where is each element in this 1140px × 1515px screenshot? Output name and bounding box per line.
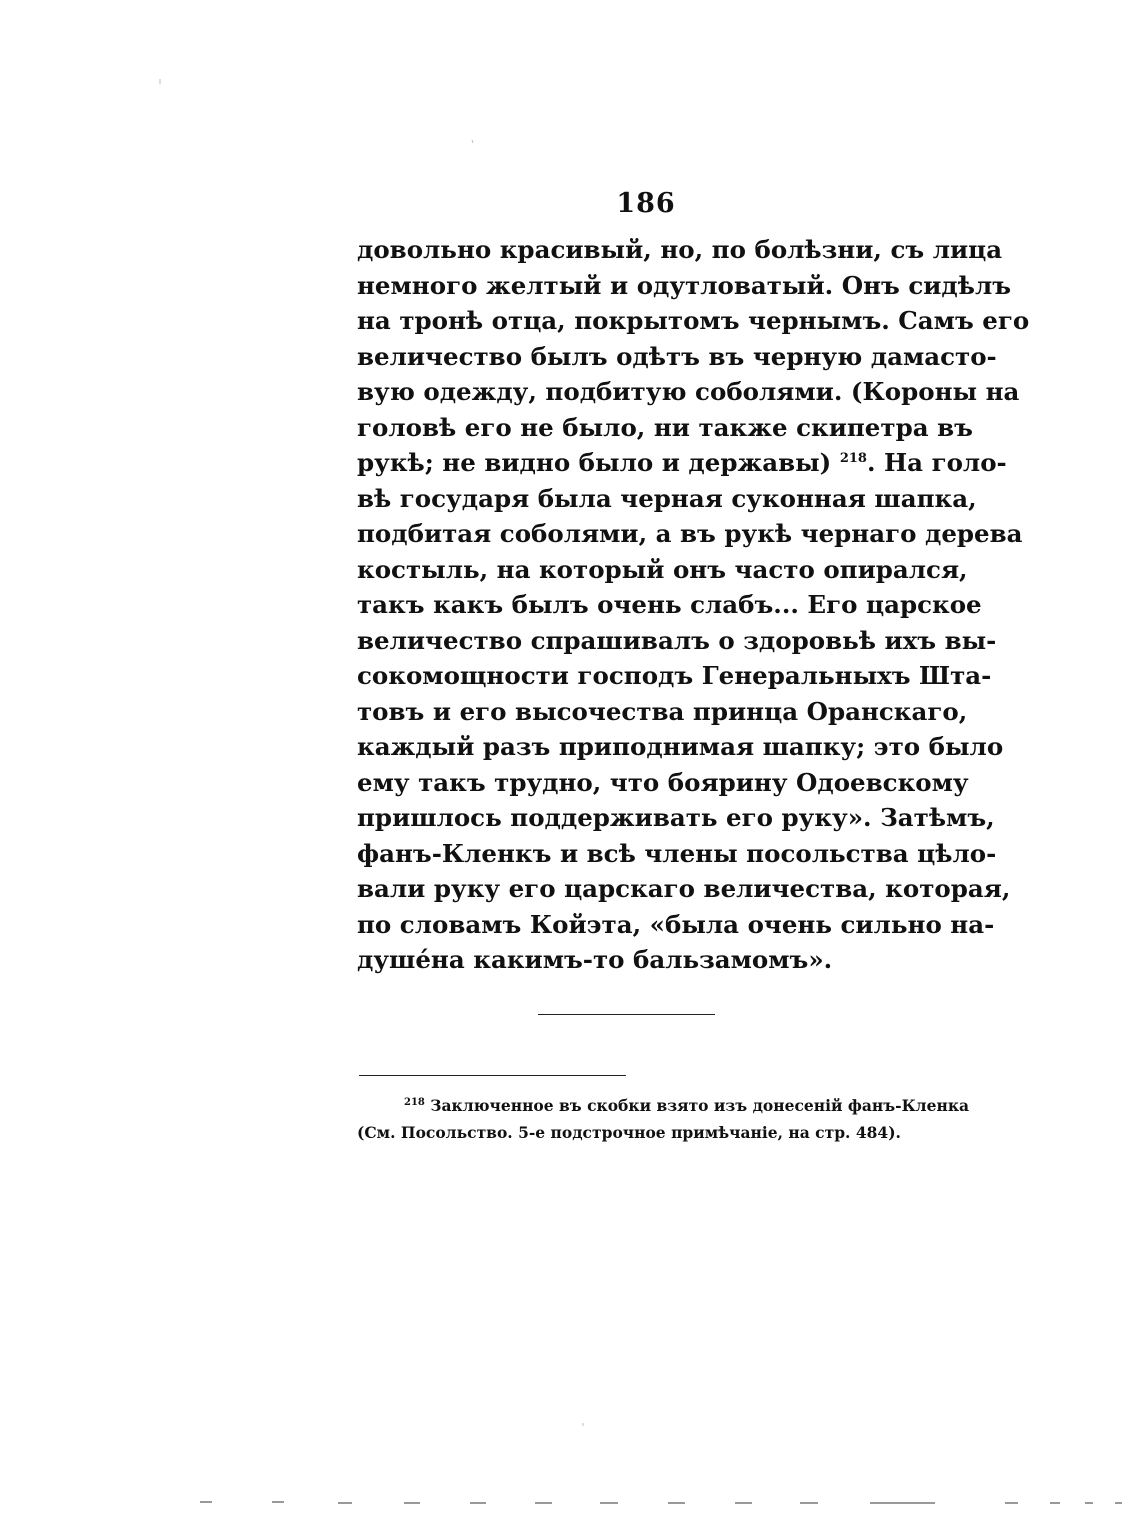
text-line: каждый разъ приподнимая шапку; это было (357, 732, 1004, 761)
text-line: пришлось поддерживать его руку». Затѣмъ, (357, 803, 995, 832)
page-number: 186 (616, 188, 676, 219)
text-line: фанъ-Кленкъ и всѣ члены посольства цѣло- (357, 838, 997, 868)
text-line: вѣ государя была черная суконная шапка, (357, 483, 977, 513)
text-line: немного желтый и одутловатый. Онъ сидѣлъ (357, 270, 1012, 300)
text-line: товъ и его высочества принца Оранскаго, (357, 696, 968, 726)
footnote-line (357, 1092, 970, 1119)
text-line: величество спрашивалъ о здоровьѣ ихъ вы- (357, 625, 997, 655)
text-line: головѣ его не было, ни также скипетра въ (357, 412, 973, 442)
text-line: ему такъ трудно, что боярину Одоевскому (357, 767, 969, 797)
footnote-divider (359, 1075, 626, 1076)
text-line: вую одежду, подбитую соболями. (Короны на (357, 377, 1020, 406)
text-line: величество былъ одѣтъ въ черную дамасто- (357, 341, 997, 371)
text-line: довольно красивый, но, по болѣзни, съ лица (357, 235, 1003, 264)
footnote-reference: 218 (839, 450, 867, 466)
section-divider (538, 1014, 715, 1015)
text-line: душéна какимъ-то бальзамомъ». (357, 945, 833, 974)
text-line-with-footnote-ref (357, 445, 1007, 481)
text-line: вали руку его царскаго величества, которая, (357, 874, 1011, 903)
footnote (357, 1092, 970, 1146)
text-line-segment: рукѣ; не видно было и державы) (357, 448, 832, 477)
footnote-line: (См. Посольство. 5-е подстрочное примѣчаніе, на стр. 484). (357, 1123, 901, 1142)
body-text (357, 232, 1030, 978)
text-line: сокомощности господъ Генеральныхъ Шта- (357, 661, 992, 690)
text-line-segment: . На голо- (866, 448, 1007, 477)
text-line: по словамъ Койэта, «была очень сильно на- (357, 909, 995, 939)
text-line: костыль, на который онъ часто опирался, (357, 554, 968, 584)
footnote-text: Заключенное въ скобки взято изъ донесеній фанъ-Кленка (430, 1096, 970, 1115)
text-line: на тронѣ отца, покрытомъ чернымъ. Самъ его (357, 306, 1030, 335)
footnote-marker: 218 (404, 1096, 425, 1108)
text-line: такъ какъ былъ очень слабъ... Его царское (357, 590, 982, 619)
text-line: подбитая соболями, а въ рукѣ чернаго дерева (357, 519, 1023, 548)
